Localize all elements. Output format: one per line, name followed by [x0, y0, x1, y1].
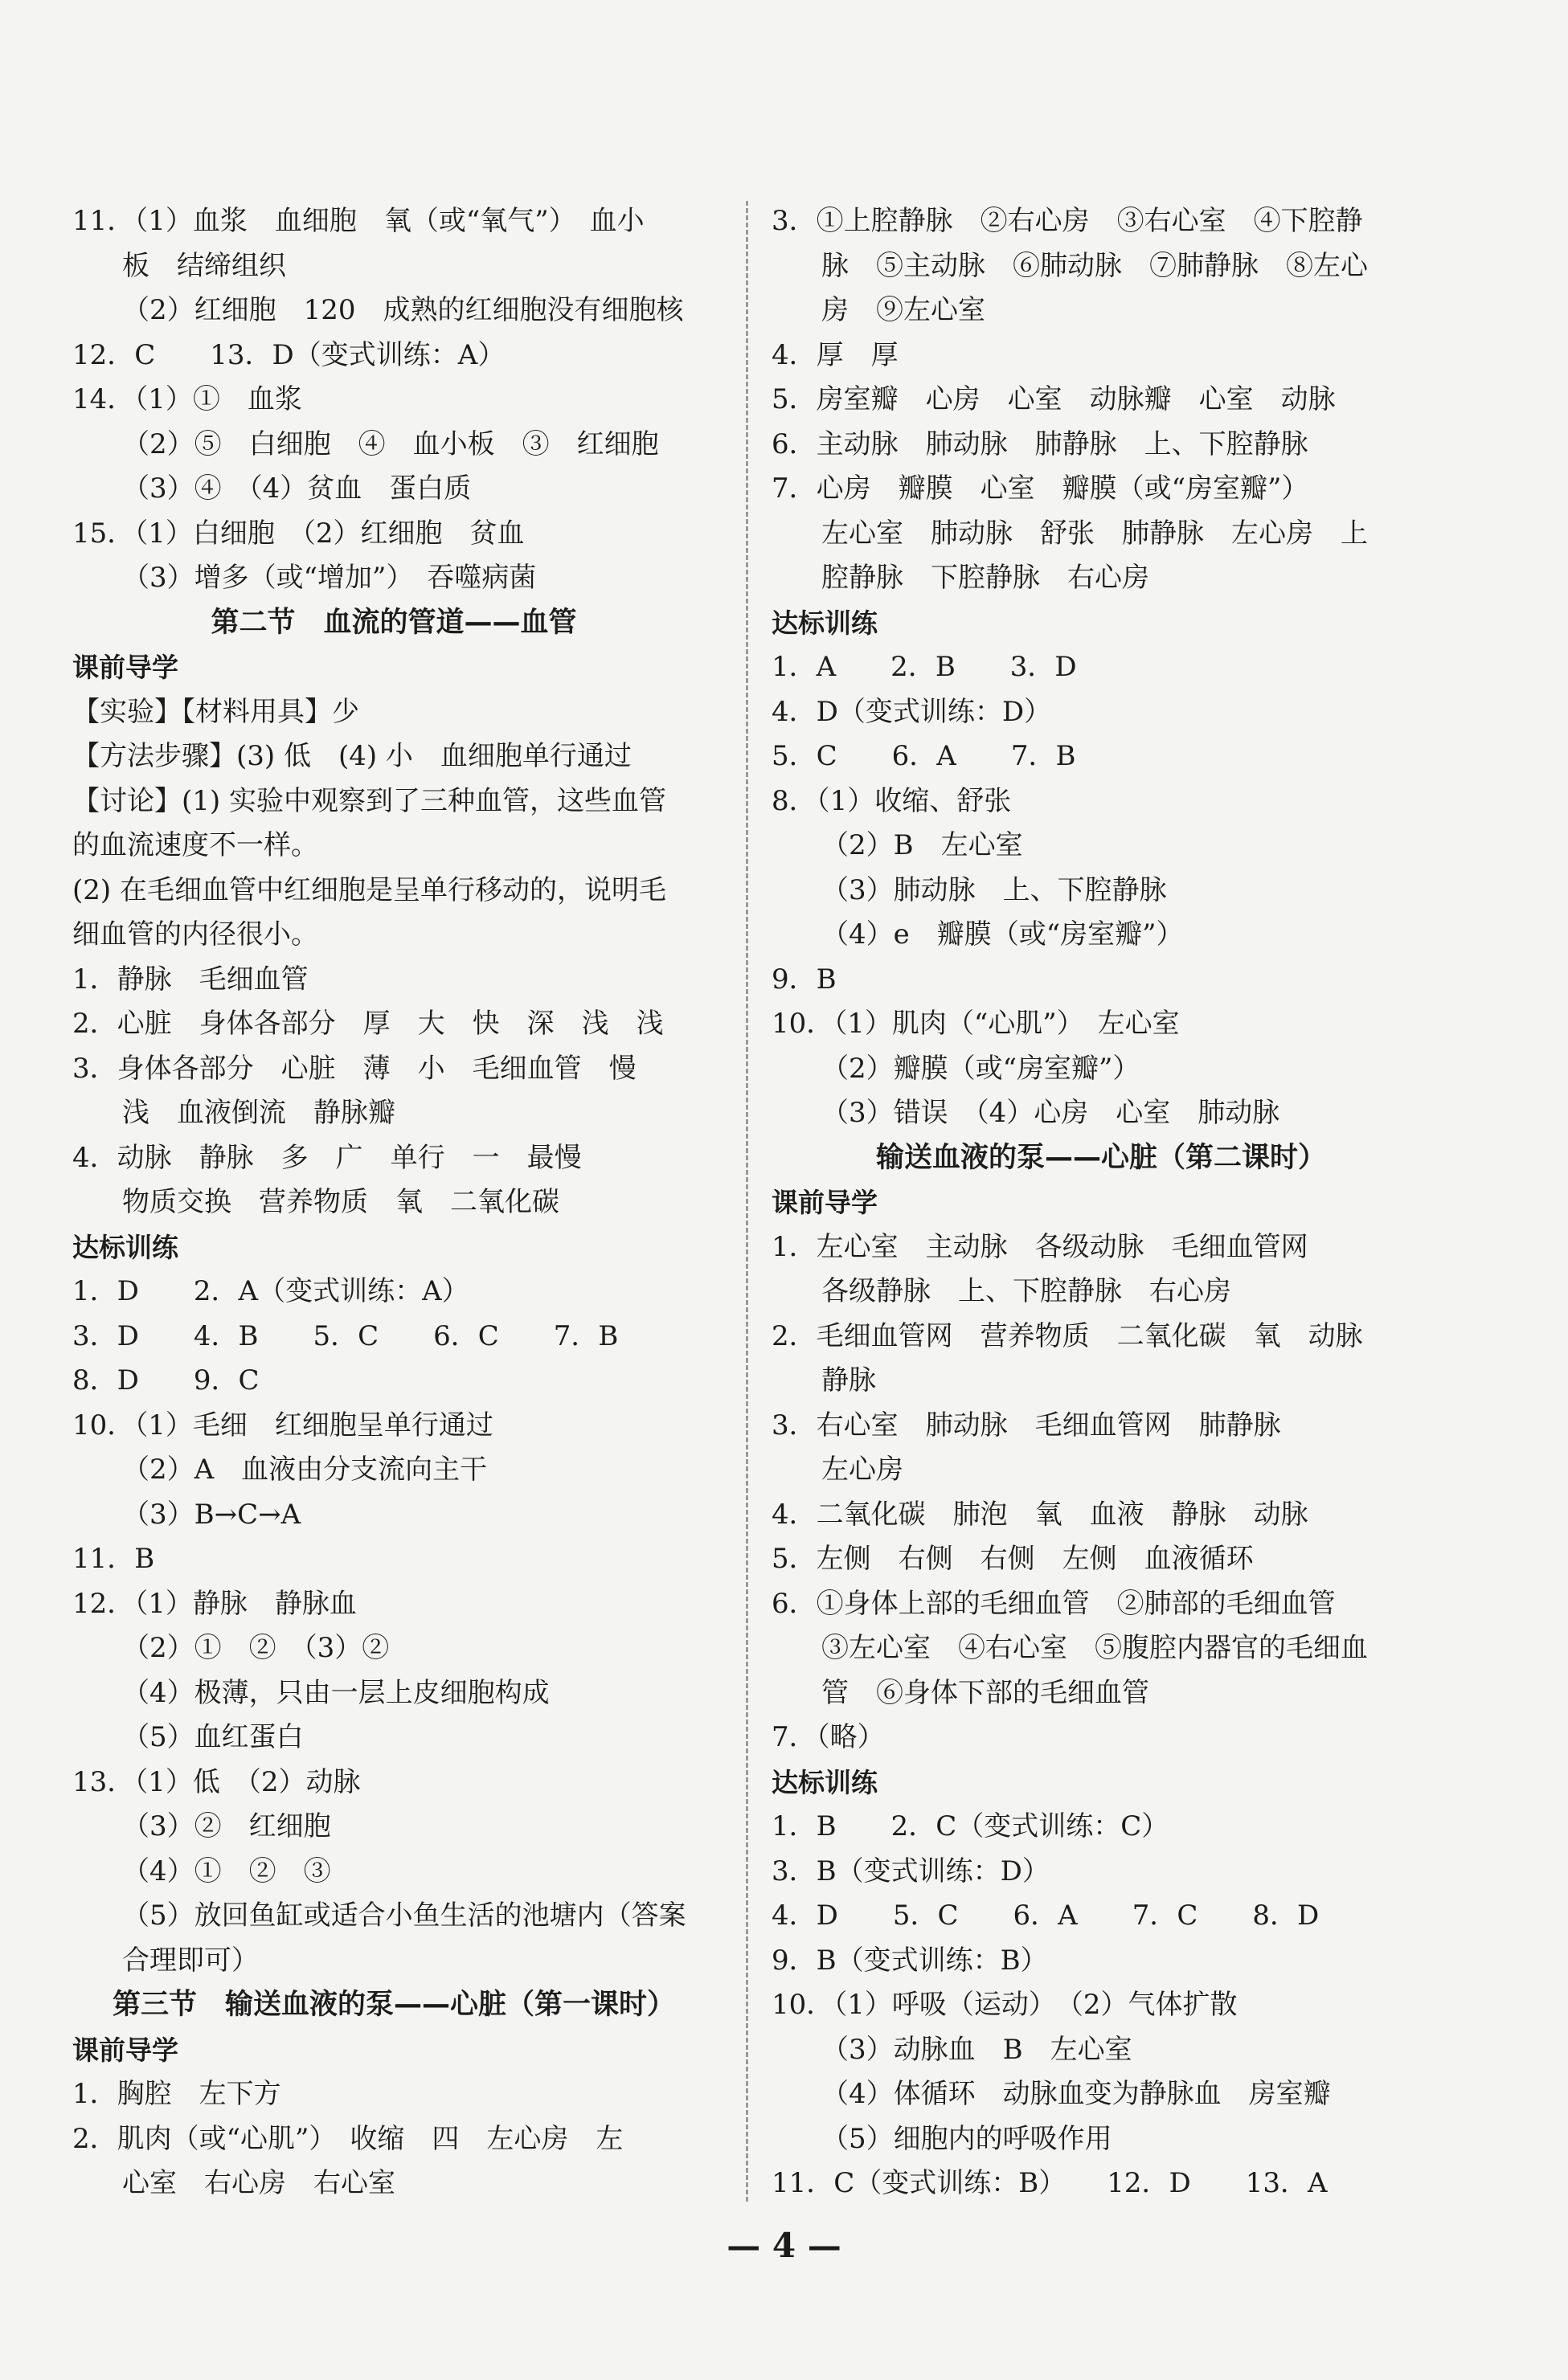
answer-line: （4）极薄，只由一层上皮细胞构成: [122, 1676, 550, 1709]
answer-line: （3）增多（或“增加”） 吞噬病菌: [122, 562, 537, 594]
answer-line: 管 ⑥身体下部的毛细血管: [821, 1676, 1149, 1709]
subsection-heading: 课前导学: [772, 1187, 878, 1218]
section-title: 第二节 血流的管道——血管: [211, 606, 577, 639]
answer-line: 3．①上腔静脉 ②右心房 ③右心室 ④下腔静: [772, 205, 1363, 237]
answer-line: 3．右心室 肺动脉 毛细血管网 肺静脉: [772, 1409, 1281, 1441]
answer-line: 1．胸腔 左下方: [72, 2078, 281, 2110]
answer-line: 1．静脉 毛细血管: [72, 963, 309, 996]
answer-line: 1．B 2．C（变式训练：C）: [772, 1810, 1169, 1842]
subsection-heading: 达标训练: [772, 1766, 878, 1798]
answer-line: （4）体循环 动脉血变为静脉血 房室瓣: [821, 2078, 1331, 2110]
answer-line: 1．A 2．B 3．D: [772, 651, 1077, 683]
answer-line: （2）⑤ 白细胞 ④ 血小板 ③ 红细胞: [122, 427, 659, 460]
answer-line: 9．B: [772, 963, 837, 996]
answer-line: 6．①身体上部的毛细血管 ②肺部的毛细血管: [772, 1587, 1336, 1620]
answer-line: 各级静脉 上、下腔静脉 右心房: [821, 1275, 1231, 1307]
answer-line: 3．D 4．B 5．C 6．C 7．B: [72, 1319, 619, 1352]
answer-line: 静脉: [821, 1364, 876, 1397]
answer-line: 2．毛细血管网 营养物质 二氧化碳 氧 动脉: [772, 1319, 1363, 1352]
answer-line: （3）错误 （4）心房 心室 肺动脉: [821, 1097, 1280, 1129]
answer-line: （2）B 左心室: [821, 829, 1023, 861]
answer-line: ③左心室 ④右心室 ⑤腹腔内器官的毛细血: [821, 1632, 1368, 1664]
page-number: — 4 —: [727, 2226, 841, 2265]
answer-line: （3）② 红细胞: [122, 1810, 331, 1842]
left-column: [72, 199, 715, 2206]
answer-line: 12．C 13．D（变式训练：A）: [72, 338, 506, 371]
answer-line: 1．左心室 主动脉 各级动脉 毛细血管网: [772, 1230, 1308, 1263]
answer-line: 【方法步骤】(3) 低 (4) 小 血细胞单行通过: [72, 740, 632, 772]
answer-line: 浅 血液倒流 静脉瓣: [122, 1097, 395, 1129]
section-title: 第三节 输送血液的泵——心脏（第一课时）: [112, 1989, 675, 2021]
answer-line: （5）细胞内的呼吸作用: [821, 2122, 1112, 2155]
answer-line: 3．身体各部分 心脏 薄 小 毛细血管 慢: [72, 1052, 637, 1085]
answer-line: 的血流速度不一样。: [72, 829, 318, 861]
answer-line: 11．（1）血浆 血细胞 氧（或“氧气”） 血小: [72, 205, 645, 237]
answer-line: 4．二氧化碳 肺泡 氧 血液 静脉 动脉: [772, 1498, 1308, 1531]
answer-line: 2．肌肉（或“心肌”） 收缩 四 左心房 左: [72, 2122, 624, 2155]
subsection-heading: 达标训练: [772, 607, 878, 639]
answer-line: （4）① ② ③: [122, 1855, 331, 1887]
answer-line: 8．D 9．C: [72, 1364, 260, 1397]
answer-line: 2．心脏 身体各部分 厚 大 快 深 浅 浅: [72, 1008, 664, 1040]
right-column: [772, 199, 1431, 2206]
answer-line: 左心房: [821, 1454, 903, 1486]
answer-line: 8．（1）收缩、舒张: [772, 784, 1012, 817]
subsection-heading: 达标训练: [72, 1231, 178, 1263]
answer-line: 13．（1）低 （2）动脉: [72, 1765, 361, 1798]
subsection-heading: 课前导学: [72, 2034, 178, 2066]
subsection-heading: 课前导学: [72, 652, 178, 683]
answer-line: 14．（1）① 血浆: [72, 383, 302, 415]
answer-line: 5．房室瓣 心房 心室 动脉瓣 心室 动脉: [772, 383, 1336, 415]
answer-line: 10．（1）呼吸（运动） （2）气体扩散: [772, 1989, 1238, 2021]
answer-line: （2）瓣膜（或“房室瓣”）: [821, 1052, 1140, 1085]
answer-line: （2）红细胞 120 成熟的红细胞没有细胞核: [122, 294, 684, 326]
column-divider: [746, 201, 748, 2202]
answer-line: 4．D（变式训练：D）: [772, 695, 1052, 728]
answer-line: 【讨论】(1) 实验中观察到了三种血管，这些血管: [72, 784, 666, 817]
answer-line: （3）B→C→A: [122, 1498, 301, 1531]
answer-line: 9．B（变式训练：B）: [772, 1944, 1048, 1977]
answer-line: 5．左侧 右侧 右侧 左侧 血液循环: [772, 1543, 1254, 1575]
answer-line: 7．（略）: [772, 1721, 885, 1753]
answer-line: 细血管的内径很小。: [72, 918, 318, 951]
answer-line: 10．（1）毛细 红细胞呈单行通过: [72, 1409, 493, 1441]
section-title: 输送血液的泵——心脏（第二课时）: [875, 1141, 1326, 1174]
answer-line: 心室 右心房 右心室: [122, 2167, 395, 2199]
answer-line: （2）A 血液由分支流向主干: [122, 1454, 488, 1486]
answer-line: 4．厚 厚: [772, 338, 899, 371]
answer-line: 4．动脉 静脉 多 广 单行 一 最慢: [72, 1141, 582, 1174]
answer-line: （3）④ （4）贫血 蛋白质: [122, 472, 472, 505]
answer-line: 5．C 6．A 7．B: [772, 740, 1076, 772]
answer-line: （2）① ② （3）②: [122, 1632, 390, 1664]
answer-line: （5）放回鱼缸或适合小鱼生活的池塘内（答案: [122, 1900, 686, 1932]
answer-line: 【实验】【材料用具】少: [72, 695, 359, 728]
answer-line: 3．B（变式训练：D）: [772, 1855, 1050, 1887]
answer-line: 10．（1）肌肉（“心肌”） 左心室: [772, 1008, 1180, 1040]
answer-line: （4）e 瓣膜（或“房室瓣”）: [821, 918, 1184, 951]
answer-line: 7．心房 瓣膜 心室 瓣膜（或“房室瓣”）: [772, 472, 1309, 505]
answer-line: 1．D 2．A（变式训练：A）: [72, 1275, 469, 1307]
answer-line: 4．D 5．C 6．A 7．C 8．D: [772, 1900, 1320, 1932]
answer-line: 板 结缔组织: [122, 249, 286, 282]
answer-line: 11．B: [72, 1543, 155, 1575]
answer-line: （5）血红蛋白: [122, 1721, 304, 1753]
answer-line: 6．主动脉 肺动脉 肺静脉 上、下腔静脉: [772, 427, 1308, 460]
answer-line: 左心室 肺动脉 舒张 肺静脉 左心房 上: [821, 517, 1368, 550]
answer-line: 11．C（变式训练：B） 12．D 13．A: [772, 2167, 1328, 2199]
answer-line: 脉 ⑤主动脉 ⑥肺动脉 ⑦肺静脉 ⑧左心: [821, 249, 1368, 282]
answer-line: 12．（1）静脉 静脉血: [72, 1587, 357, 1620]
answer-line: 房 ⑨左心室: [821, 294, 985, 326]
answer-line: 物质交换 营养物质 氧 二氧化碳: [122, 1186, 559, 1218]
answer-line: 15．（1）白细胞 （2）红细胞 贫血: [72, 517, 525, 550]
answer-line: 腔静脉 下腔静脉 右心房: [821, 562, 1149, 594]
answer-line: (2) 在毛细血管中红细胞是呈单行移动的，说明毛: [72, 873, 666, 906]
answer-line: 合理即可）: [122, 1944, 259, 1977]
answer-line: （3）动脉血 B 左心室: [821, 2033, 1132, 2066]
answer-line: （3）肺动脉 上、下腔静脉: [821, 873, 1167, 906]
